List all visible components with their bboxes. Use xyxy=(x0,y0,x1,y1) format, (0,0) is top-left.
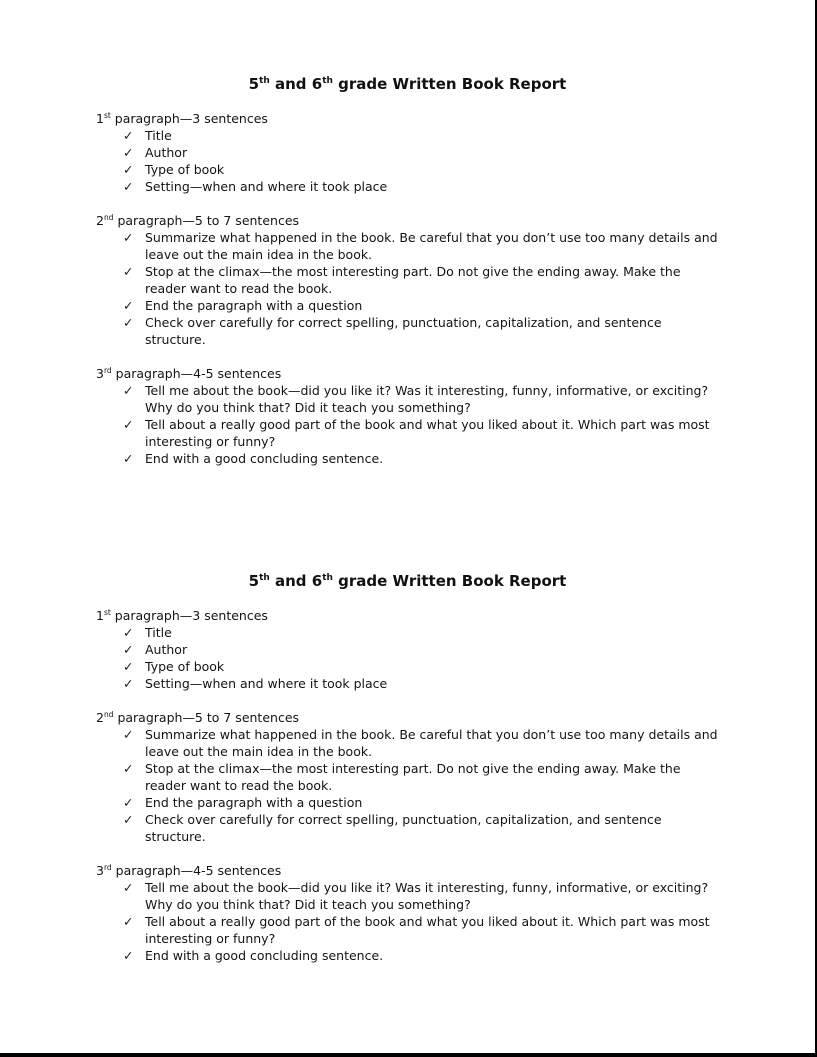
paragraph-heading: 2nd paragraph—5 to 7 sentences xyxy=(96,212,300,228)
ordinal-superscript: rd xyxy=(103,862,112,872)
checklist xyxy=(96,726,719,845)
list-item xyxy=(123,178,719,195)
checkmark-icon: ✓ xyxy=(123,417,134,432)
checkmark-icon: ✓ xyxy=(123,914,134,929)
list-item xyxy=(123,947,719,964)
list-item-text: Stop at the climax—the most interesting part. Do not give the ending away. Make the reader want to read the book. xyxy=(145,761,681,793)
list-item xyxy=(123,675,719,692)
ordinal-superscript: th xyxy=(322,573,333,583)
checkmark-icon: ✓ xyxy=(123,948,134,963)
list-item xyxy=(123,144,719,161)
checkmark-icon: ✓ xyxy=(123,761,134,776)
list-item xyxy=(123,229,719,263)
checkmark-icon: ✓ xyxy=(123,795,134,810)
checkmark-icon: ✓ xyxy=(123,383,134,398)
ordinal-superscript: th xyxy=(322,76,333,86)
document-title: 5th and 6th grade Written Book Report xyxy=(248,572,567,590)
list-item xyxy=(123,794,719,811)
checkmark-icon: ✓ xyxy=(123,727,134,742)
checkmark-icon: ✓ xyxy=(123,298,134,313)
checklist xyxy=(96,229,719,348)
list-item-text: Check over carefully for correct spelling, punctuation, capitalization, and sentence structure. xyxy=(145,315,662,347)
list-item xyxy=(123,811,719,845)
list-item-text: Tell me about the book—did you like it? Was it interesting, funny, informative, or exciting? Why do you think that? Did it teach you something? xyxy=(145,880,709,912)
checkmark-icon: ✓ xyxy=(123,162,134,177)
list-item-text: Type of book xyxy=(145,659,225,674)
ordinal-superscript: th xyxy=(259,76,270,86)
ordinal-superscript: st xyxy=(103,607,111,617)
ordinal-superscript: th xyxy=(259,573,270,583)
paragraph-block-3 xyxy=(96,862,719,964)
list-item-text: End with a good concluding sentence. xyxy=(145,948,384,963)
list-item-text: End the paragraph with a question xyxy=(145,795,363,810)
checklist xyxy=(96,382,719,467)
checkmark-icon: ✓ xyxy=(123,451,134,466)
checkmark-icon: ✓ xyxy=(123,264,134,279)
list-item-text: Type of book xyxy=(145,162,225,177)
paragraph-block-2 xyxy=(96,212,719,348)
ordinal-superscript: rd xyxy=(103,365,112,375)
list-item xyxy=(123,624,719,641)
list-item-text: Title xyxy=(145,128,172,143)
paragraph-heading: 1st paragraph—3 sentences xyxy=(96,607,268,623)
list-item xyxy=(123,416,719,450)
ordinal-superscript: st xyxy=(103,110,111,120)
checkmark-icon: ✓ xyxy=(123,128,134,143)
paragraph-heading: 3rd paragraph—4-5 sentences xyxy=(96,862,282,878)
list-item xyxy=(123,314,719,348)
list-item xyxy=(123,450,719,467)
list-item xyxy=(123,913,719,947)
list-item-text: End with a good concluding sentence. xyxy=(145,451,384,466)
checkmark-icon: ✓ xyxy=(123,625,134,640)
report-section-2 xyxy=(96,571,719,964)
checkmark-icon: ✓ xyxy=(123,145,134,160)
checklist xyxy=(96,127,719,195)
list-item xyxy=(123,641,719,658)
paragraph-heading: 2nd paragraph—5 to 7 sentences xyxy=(96,709,300,725)
checkmark-icon: ✓ xyxy=(123,659,134,674)
list-item xyxy=(123,879,719,913)
list-item-text: Author xyxy=(145,642,188,657)
list-item xyxy=(123,297,719,314)
list-item xyxy=(123,382,719,416)
list-item xyxy=(123,161,719,178)
paragraph-block-1 xyxy=(96,607,719,692)
list-item-text: Title xyxy=(145,625,172,640)
list-item-text: Author xyxy=(145,145,188,160)
document-title: 5th and 6th grade Written Book Report xyxy=(248,75,567,93)
list-item-text: Tell about a really good part of the book and what you liked about it. Which part was most interesting or funny? xyxy=(145,914,710,946)
checkmark-icon: ✓ xyxy=(123,812,134,827)
checkmark-icon: ✓ xyxy=(123,315,134,330)
list-item-text: Stop at the climax—the most interesting part. Do not give the ending away. Make the reader want to read the book. xyxy=(145,264,681,296)
checklist xyxy=(96,624,719,692)
checklist xyxy=(96,879,719,964)
ordinal-superscript: nd xyxy=(103,709,114,719)
document-content xyxy=(0,74,815,964)
checkmark-icon: ✓ xyxy=(123,676,134,691)
list-item xyxy=(123,127,719,144)
list-item xyxy=(123,658,719,675)
checkmark-icon: ✓ xyxy=(123,179,134,194)
list-item-text: Check over carefully for correct spelling, punctuation, capitalization, and sentence structure. xyxy=(145,812,662,844)
list-item xyxy=(123,263,719,297)
report-section-1 xyxy=(96,74,719,467)
checkmark-icon: ✓ xyxy=(123,230,134,245)
list-item-text: Tell about a really good part of the book and what you liked about it. Which part was most interesting or funny? xyxy=(145,417,710,449)
list-item-text: Setting—when and where it took place xyxy=(145,179,388,194)
list-item-text: Setting—when and where it took place xyxy=(145,676,388,691)
list-item-text: Summarize what happened in the book. Be careful that you don’t use too many details and leave out the main idea in the book. xyxy=(145,727,718,759)
checkmark-icon: ✓ xyxy=(123,642,134,657)
checkmark-icon: ✓ xyxy=(123,880,134,895)
paragraph-block-2 xyxy=(96,709,719,845)
ordinal-superscript: nd xyxy=(103,212,114,222)
list-item-text: Tell me about the book—did you like it? Was it interesting, funny, informative, or exciting? Why do you think that? Did it teach you something? xyxy=(145,383,709,415)
list-item xyxy=(123,726,719,760)
list-item xyxy=(123,760,719,794)
paragraph-heading: 1st paragraph—3 sentences xyxy=(96,110,268,126)
paragraph-block-3 xyxy=(96,365,719,467)
paragraph-heading: 3rd paragraph—4-5 sentences xyxy=(96,365,282,381)
paragraph-block-1 xyxy=(96,110,719,195)
list-item-text: Summarize what happened in the book. Be careful that you don’t use too many details and leave out the main idea in the book. xyxy=(145,230,718,262)
list-item-text: End the paragraph with a question xyxy=(145,298,363,313)
